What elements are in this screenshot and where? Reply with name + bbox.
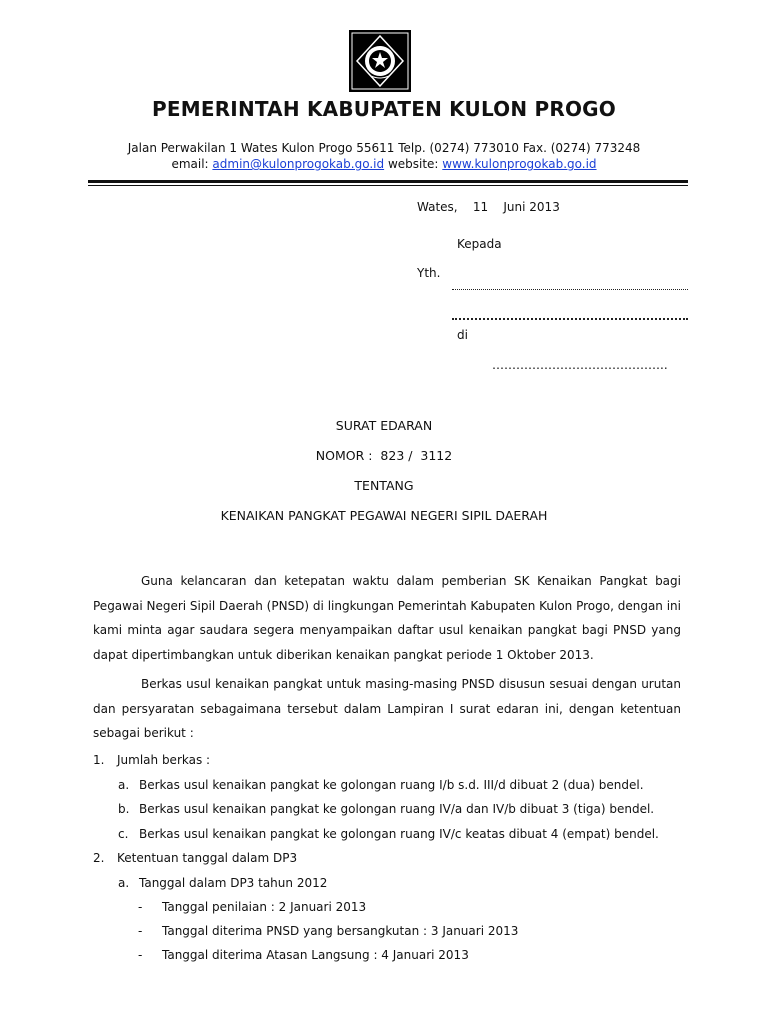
email-link[interactable]: admin@kulonprogokab.go.id: [212, 157, 385, 171]
recipient-line-1: [452, 289, 688, 290]
letter-number: NOMOR : 823 / 3112: [315, 448, 453, 463]
address-line: Jalan Perwakilan 1 Wates Kulon Progo 55611 Telp. (0274) 773010 Fax. (0274) 773248: [127, 141, 641, 155]
paragraph-2: Berkas usul kenaikan pangkat untuk masing-masing PNSD disusun sesuai dengan urutan dan persyaratan sebagaimana tersebut dalam Lampiran I surat edaran ini, dengan ketentuan sebagai berikut :: [93, 677, 681, 740]
email-label: email:: [171, 157, 209, 171]
kepada-label: Kepada: [457, 237, 502, 251]
tentang-label: TENTANG: [354, 478, 414, 493]
list-marker: a.: [118, 778, 130, 792]
kulon-progo-crest-icon: [349, 30, 411, 92]
list-text: Tanggal dalam DP3 tahun 2012: [139, 876, 328, 890]
header-divider-thick: [88, 180, 688, 183]
list-text: Berkas usul kenaikan pangkat ke golongan ruang IV/c keatas dibuat 4 (empat) bendel.: [139, 827, 659, 841]
recipient-line-2: [452, 318, 688, 320]
place-date: Wates, 11 Juni 2013: [417, 200, 560, 214]
list-text: Jumlah berkas :: [117, 753, 211, 767]
website-label: website:: [387, 157, 439, 171]
yth-label: Yth.: [417, 266, 441, 280]
list-marker: 1.: [93, 753, 105, 767]
list-text: Tanggal diterima PNSD yang bersangkutan : 3 Januari 2013: [162, 924, 519, 938]
di-label: di: [457, 328, 468, 342]
header-divider-thin: [88, 185, 688, 186]
list-marker: c.: [118, 827, 129, 841]
list-marker: -: [138, 948, 143, 962]
paragraph-1: Guna kelancaran dan ketepatan waktu dalam pemberian SK Kenaikan Pangkat bagi Pegawai Negeri Sipil Daerah (PNSD) di lingkungan Pemerintah Kabupaten Kulon Progo, dengan ini kami minta agar saudara segera menyampaikan daftar usul kenaikan pangkat bagi PNSD yang dapat dipertimbangkan untuk diberikan kenaikan pangkat periode 1 Oktober 2013.: [93, 574, 681, 662]
list-marker: -: [138, 900, 143, 914]
list-text: Berkas usul kenaikan pangkat ke golongan ruang I/b s.d. III/d dibuat 2 (dua) bendel.: [139, 778, 644, 792]
contact-line: [0, 157, 768, 171]
website-link[interactable]: www.kulonprogokab.go.id: [442, 157, 597, 171]
list-marker: a.: [118, 876, 130, 890]
list-text: Ketentuan tanggal dalam DP3: [117, 851, 298, 865]
location-dots: ……………………………………..: [492, 358, 668, 372]
letter-title: SURAT EDARAN: [335, 418, 433, 433]
letter-subject: KENAIKAN PANGKAT PEGAWAI NEGERI SIPIL DAERAH: [220, 508, 548, 523]
list-marker: 2.: [93, 851, 105, 865]
list-marker: b.: [118, 802, 130, 816]
government-title: PEMERINTAH KABUPATEN KULON PROGO: [152, 97, 616, 121]
list-text: Tanggal penilaian : 2 Januari 2013: [162, 900, 367, 914]
list-text: Berkas usul kenaikan pangkat ke golongan ruang IV/a dan IV/b dibuat 3 (tiga) bendel.: [139, 802, 655, 816]
list-text: Tanggal diterima Atasan Langsung : 4 Januari 2013: [162, 948, 469, 962]
list-marker: -: [138, 924, 143, 938]
